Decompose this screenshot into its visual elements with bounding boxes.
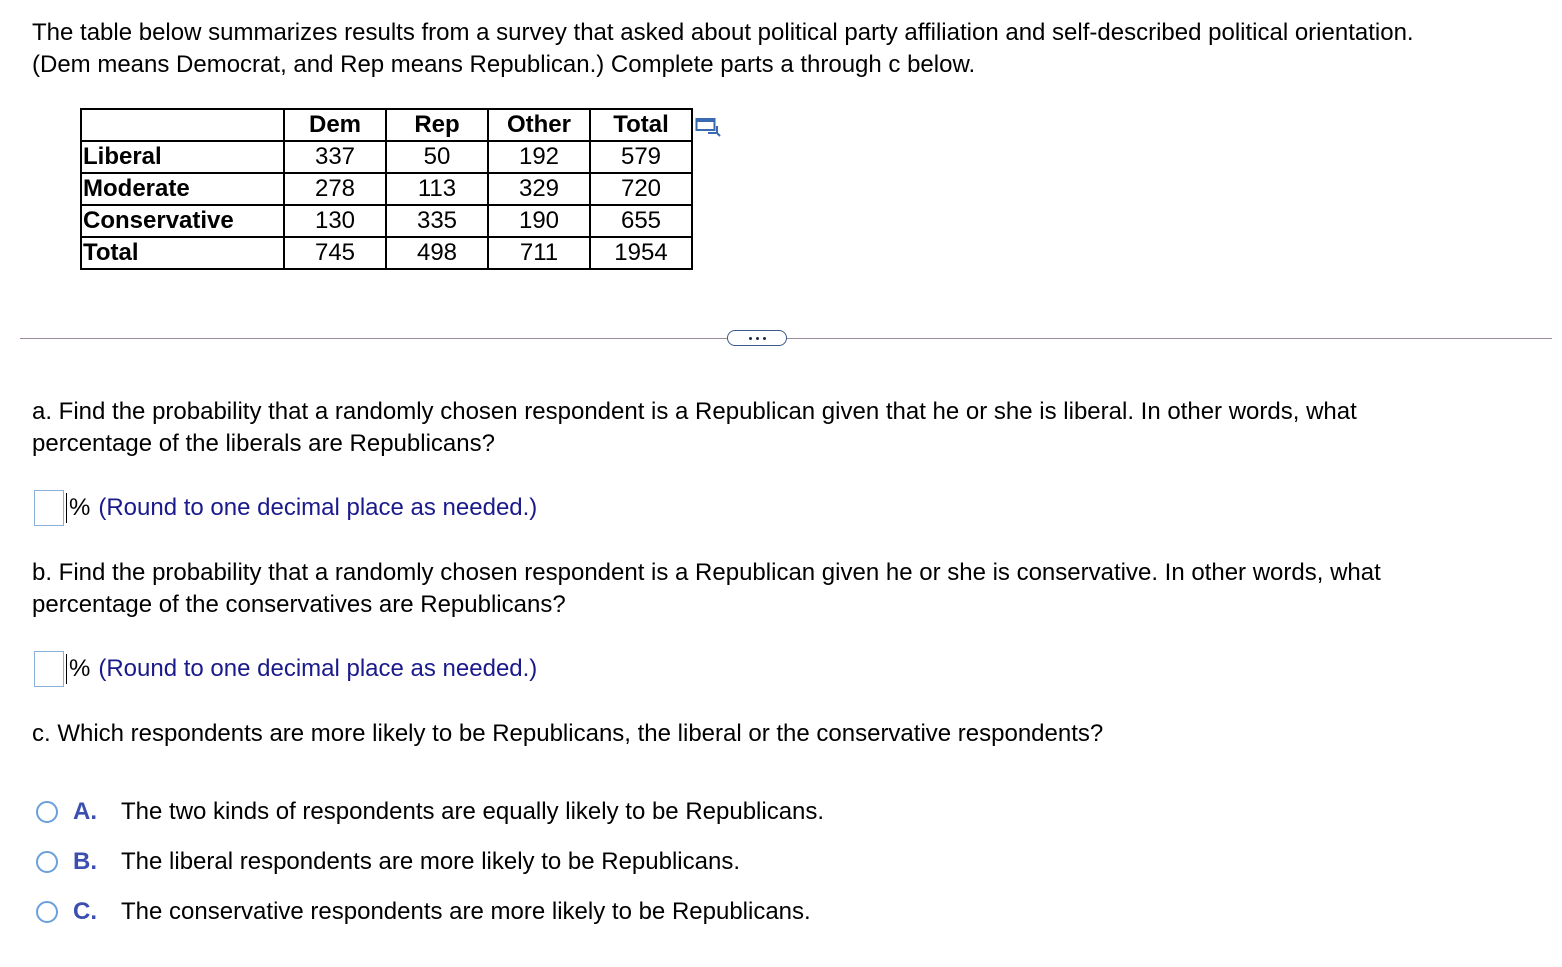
option-text: The liberal respondents are more likely to be Republicans. — [121, 848, 740, 875]
table-cell: 335 — [386, 205, 488, 237]
radio-button-icon[interactable] — [36, 901, 58, 923]
part-b-line-1: b. Find the probability that a randomly chosen respondent is a Republican given he or she is conservative. In other words, what — [32, 559, 1381, 586]
intro-text — [32, 17, 1542, 81]
radio-button-icon[interactable] — [36, 801, 58, 823]
intro-line-1: The table below summarizes results from a survey that asked about political party affiliation and self-described political orientation. — [32, 19, 1414, 46]
table-cell: 1954 — [590, 237, 692, 269]
option-text: The conservative respondents are more likely to be Republicans. — [121, 898, 811, 925]
table-cell: 745 — [284, 237, 386, 269]
row-label: Moderate — [81, 173, 284, 205]
table-cell: 337 — [284, 141, 386, 173]
ellipsis-icon — [756, 337, 759, 340]
popout-window-icon[interactable] — [695, 117, 721, 139]
table-header-row — [81, 109, 692, 141]
header-total: Total — [590, 109, 692, 141]
header-other: Other — [488, 109, 590, 141]
table-row — [81, 141, 692, 173]
option-letter: B. — [73, 848, 97, 875]
table-cell: 113 — [386, 173, 488, 205]
option-c[interactable] — [36, 897, 811, 927]
row-label: Liberal — [81, 141, 284, 173]
table-cell: 720 — [590, 173, 692, 205]
option-text: The two kinds of respondents are equally likely to be Republicans. — [121, 798, 825, 825]
option-letter: C. — [73, 898, 97, 925]
table-row — [81, 237, 692, 269]
expand-more-button[interactable] — [727, 330, 787, 346]
table-cell: 329 — [488, 173, 590, 205]
table-cell: 130 — [284, 205, 386, 237]
row-label: Total — [81, 237, 284, 269]
part-b-answer-input[interactable] — [34, 651, 64, 687]
option-a[interactable] — [36, 797, 824, 827]
part-b-line-2: percentage of the conservatives are Republicans? — [32, 591, 566, 618]
part-b-question — [32, 557, 1532, 621]
header-rep: Rep — [386, 109, 488, 141]
part-a-answer-row — [34, 488, 537, 528]
part-c-question: c. Which respondents are more likely to be Republicans, the liberal or the conservative respondents? — [32, 720, 1104, 747]
table-cell: 498 — [386, 237, 488, 269]
part-b-answer-row — [34, 649, 537, 689]
rounding-hint: (Round to one decimal place as needed.) — [98, 494, 538, 521]
table-cell: 192 — [488, 141, 590, 173]
percent-unit: % — [66, 654, 90, 684]
survey-table — [80, 108, 693, 270]
option-b[interactable] — [36, 847, 740, 877]
table-cell: 711 — [488, 237, 590, 269]
table-cell: 579 — [590, 141, 692, 173]
ellipsis-icon — [763, 337, 766, 340]
part-a-line-2: percentage of the liberals are Republicans? — [32, 430, 495, 457]
intro-line-2: (Dem means Democrat, and Rep means Republican.) Complete parts a through c below. — [32, 51, 976, 78]
table-corner-cell — [81, 109, 284, 141]
percent-unit: % — [66, 493, 90, 523]
table-row — [81, 205, 692, 237]
ellipsis-icon — [749, 337, 752, 340]
table-cell: 190 — [488, 205, 590, 237]
part-a-line-1: a. Find the probability that a randomly chosen respondent is a Republican given that he or she is liberal. In other words, what — [32, 398, 1357, 425]
row-label: Conservative — [81, 205, 284, 237]
table-row — [81, 173, 692, 205]
header-dem: Dem — [284, 109, 386, 141]
table-cell: 278 — [284, 173, 386, 205]
radio-button-icon[interactable] — [36, 851, 58, 873]
part-a-answer-input[interactable] — [34, 490, 64, 526]
table-cell: 50 — [386, 141, 488, 173]
rounding-hint: (Round to one decimal place as needed.) — [98, 655, 538, 682]
option-letter: A. — [73, 798, 97, 825]
part-a-question — [32, 396, 1532, 460]
table-cell: 655 — [590, 205, 692, 237]
